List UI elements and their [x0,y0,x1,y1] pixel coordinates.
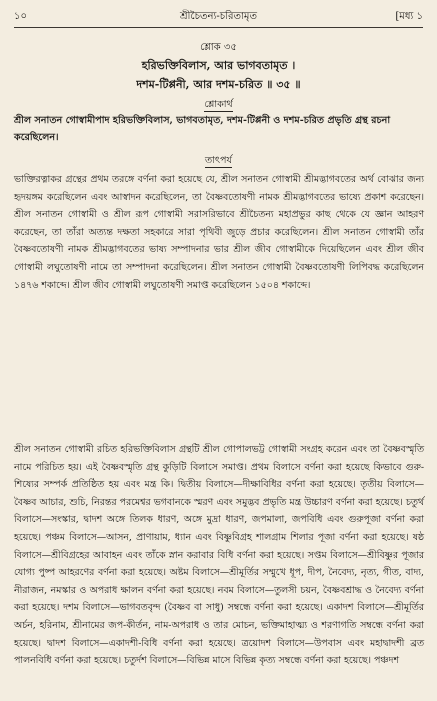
purport-heading-text: তাৎপর্য [205,155,232,166]
verse-line-1: হরিভক্তিবিলাস, আর ভাগবতামৃত । [141,59,296,72]
verse-label: শ্লোক ৩৫ [200,42,237,53]
purport-heading [0,154,437,169]
purport-paragraph-2: শ্রীল সনাতন গোস্বামী রচিত হরিভক্তিবিলাস গ্রন্থটি শ্রীল গোপালভট্ট গোস্বামী সংগ্রহ করেন এবং তা বৈষ্ণবস্মৃতি নামে পরিচিত হয়। এই বৈষ্ণবস্মৃতি গ্রন্থ কুড়িটি বিলাসে সমাপ্ত। প্রথম বিলাসে বর্ণনা করা হয়েছে কিভাবে গুরু-শিষ্যের সম্পর্ক প্রতিষ্ঠিত হয় এবং মন্ত্র কি। দ্বিতীয় বিলাসে—দীক্ষাবিধির বর্ণনা করা হয়েছে। তৃতীয় বিলাসে—বৈষ্ণব আচার, শুচি, নিরন্তর পরমেশ্বর ভগবানকে স্মরণ এবং সমুদ্ভব প্রভৃতি মন্ত্র উচ্চারণ বর্ণনা করা হয়েছে। চতুর্থ বিলাসে—সংস্কার, দ্বাদশ অঙ্গে তিলক ধারণ, অঙ্গে মুদ্রা ধারণ, জপমালা, জপবিধি এবং গুরুপূজা বর্ণনা করা হয়েছে। পঞ্চম বিলাসে—আসন, প্রাণায়াম, ধ্যান এবং বিষ্ণুবিগ্রহ শালগ্রাম শিলার পূজা বর্ণনা করা হয়েছে। ষষ্ঠ বিলাসে—শ্রীবিগ্রহের আবাহন এবং তাঁকে স্নান করাবার বিধি বর্ণনা করা হয়েছে। সপ্তম বিলাসে—শ্রীবিষ্ণুর পূজার যোগ্য পুষ্প আহরণের বর্ণনা করা হয়েছে। অষ্টম বিলাসে—শ্রীমূর্তির সম্মুখে ধূপ, দীপ, নৈবেদ্য, নৃত্য, গীত, বাদ্য, নীরাজন, নমস্কার ও অপরাধ ক্ষালন বর্ণনা করা হয়েছে। নবম বিলাসে—তুলসী চয়ন, বৈষ্ণবশ্রাদ্ধ ও নৈবেদ্য বর্ণনা করা হয়েছে। দশম বিলাসে—ভাগবতবৃন্দ (বৈষ্ণব বা সাধু) সম্বন্ধে বর্ণনা করা হয়েছে। একাদশ বিলাসে—শ্রীমূর্তির অর্চন, হরিনাম, শ্রীনামের জপ-কীর্তন, নাম-অপরাধ ও তার মোচন, ভক্তিমাহাত্ম্য ও শরণাগতি সম্বন্ধে বর্ণনা করা হয়েছে। দ্বাদশ বিলাসে—একাদশী-বিধি বর্ণনা করা হয়েছে। ত্রয়োদশ বিলাসে—উপবাস এবং মহাদ্বাদশী ব্রত পালনবিধি বর্ণনা করা হয়েছে। চতুর্দশ বিলাসে—বিভিন্ন মাসে বিভিন্ন কৃত্য সম্বন্ধে বর্ণনা করা হয়েছে। পঞ্চদশ [14,444,424,667]
running-title: শ্রীচৈতন্য-চরিতামৃত [180,11,257,22]
translation-text: শ্রীল সনাতন গোস্বামীপাদ হরিভক্তিবিলাস, ভাগবতামৃত, দশম-টিপ্পনী ও দশম-চরিত প্রভৃতি গ্রন্থ রচনা করেছিলেন। [14,115,391,143]
translation-heading-text: শ্লোকার্থ [204,99,233,110]
chapter-marker: [মধ্য ১ [395,11,423,22]
page-header [14,5,423,28]
verse-line-2: দশম-টিপ্পনী, আর দশম-চরিত ॥ ৩৫ ॥ [136,78,301,91]
translation-heading [0,98,437,113]
purport-paragraph-1: ভাক্তিরত্নাকর গ্রন্থের প্রথম তরঙ্গে বর্ণনা করা হয়েছে যে, শ্রীল সনাতন গোস্বামী শ্রীমদ্ভাগবতের অর্থ বোঝার জন্য হৃদয়ঙ্গম করেছিলেন এবং আস্বাদন করেছিলেন, তা বৈষ্ণবতোষণী নামক শ্রীমদ্ভাগবতের ভাষ্যে প্রকাশ করেছেন। শ্রীল সনাতন গোস্বামী ও শ্রীল রূপ গোস্বামী সরাসরিভাবে শ্রীচৈতন্য মহাপ্রভুর কাছ থেকে যে জ্ঞান আহরণ করেছেন, তা তাঁরা অত্যন্ত দক্ষতা সহকারে সারা পৃথিবী জুড়ে প্রচার করেছিলেন। শ্রীল সনাতন গোস্বামী তাঁর বৈষ্ণবতোষণী নামক শ্রীমদ্ভাগবতের ভাষ্য সম্পাদনার ভার শ্রীল জীব গোস্বামীকে দিয়েছিলেন এবং শ্রীল জীব গোস্বামী লঘুতোষণী নামে তা সম্পাদনা করেছিলেন। শ্রীল সনাতন গোস্বামী বৈষ্ণবতোষণী লিপিবদ্ধ করেছিলেন ১৪৭৬ শকাব্দে। শ্রীল জীব গোস্বামী লঘুতোষণী সমাপ্ত করেছিলেন ১৫০৪ শকাব্দে। [14,174,424,291]
page-number: ১০ [14,11,27,22]
